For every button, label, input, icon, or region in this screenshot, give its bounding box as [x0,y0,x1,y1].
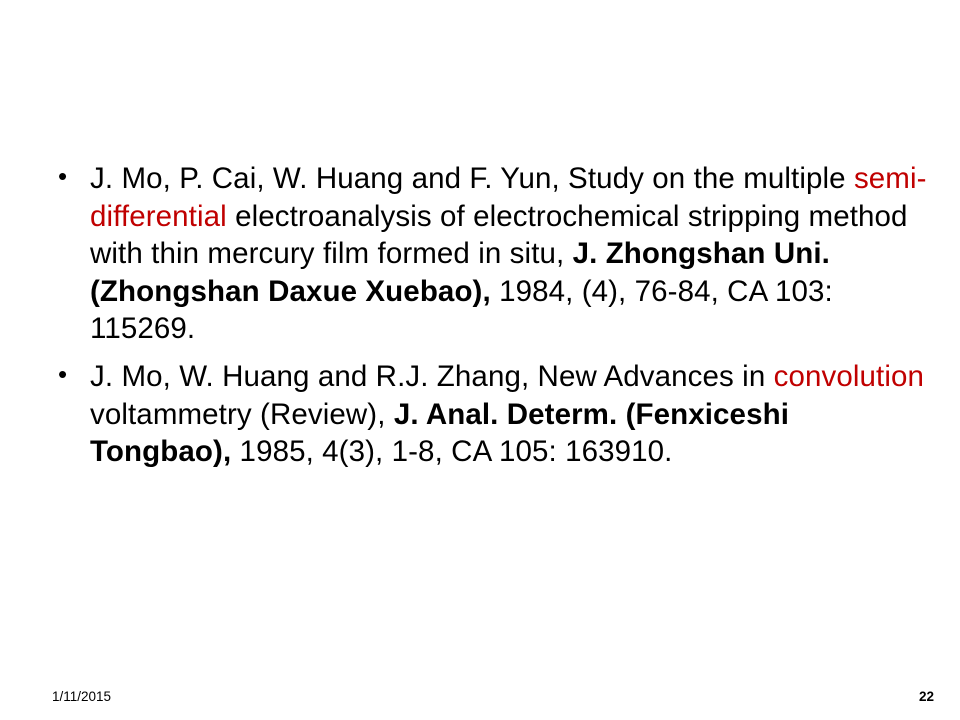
text-run: voltammetry (Review), [90,397,394,431]
slide-body [48,160,928,481]
list-item [48,160,928,348]
text-run: J. Mo, P. Cai, W. Huang and F. Yun, Study on the multiple [90,162,854,195]
text-run: 1985, 4(3), 1-8, CA 105: 163910. [231,435,673,469]
text-run: electroanalysis of electrochemical stripping method with thin mercury film formed in situ, [90,199,908,271]
footer-date: 1/11/2015 [52,689,112,704]
footer-page-number: 22 [918,689,934,704]
text-run: J. Anal. Determ. (Fenxiceshi Tongbao), [90,397,789,469]
text-run: J. Zhongshan Uni. (Zhongshan Daxue Xuebao), [90,237,830,308]
reference-list [48,160,928,471]
text-run: semi-differential [90,162,927,233]
list-item [48,358,928,471]
text-run: 1984, (4), 76-84, CA 103: 115269. [90,274,833,346]
text-run: convolution [773,360,924,394]
text-run: J. Mo, W. Huang and R.J. Zhang, New Advances in [90,360,774,394]
